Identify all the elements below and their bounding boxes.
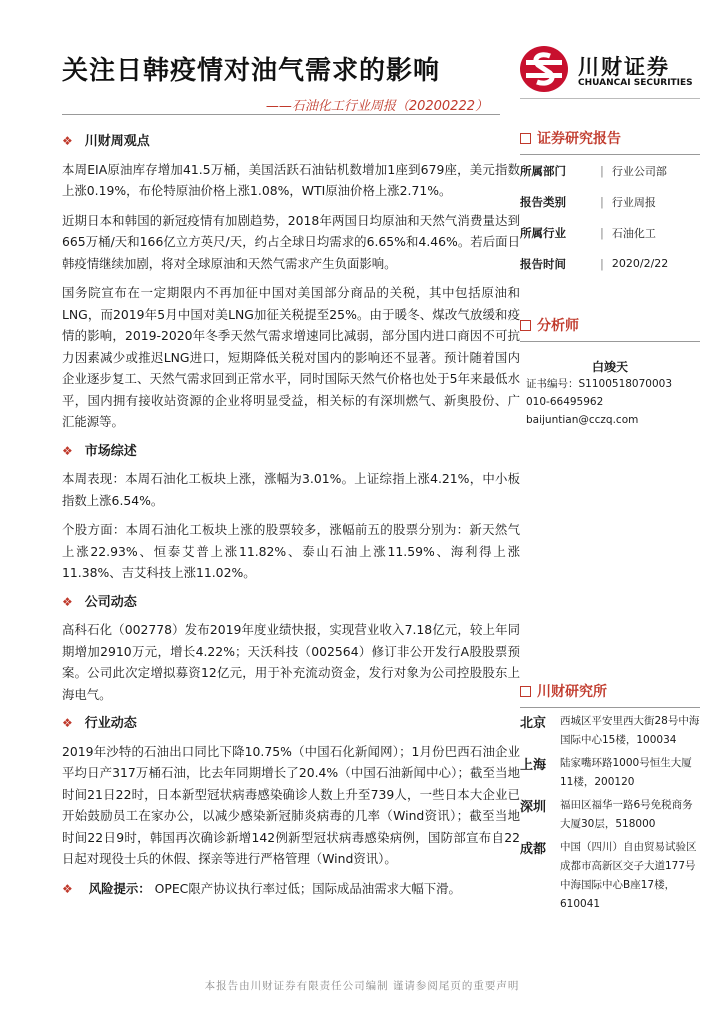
industry-paragraph: 2019年沙特的石油出口同比下降10.75%（中国石化新闻网）；1月份巴西石油企业平均日产317万桶石油，比去年同期增长了20.4%（中国石油新闻中心）；截至当地时间21日22时，日本新型冠状病毒感染确诊人数上升至739人，一些日本大企业已开始鼓励员工在家办公，以减少感染新冠肺炎病毒的几率（Wind资讯）；截至当地时间22日9时，韩国再次确诊新增142例新型冠状病毒感染病例，国防部宣布自22日起对现役士兵的休假、探亲等进行严格管理（Wind资讯）。 [62,743,520,866]
company-paragraph: 高科石化（002778）发布2019年度业绩快报，实现营业收入7.18亿元，较上年同期增加2910万元，增长4.22%；天沃科技（002564）修订非公开发行A股股票预案。公司此次定增拟募资12亿元，用于补充流动资金，发行对象为公司控股股东上海电气。 [62,622,520,702]
square-bullet-icon [520,686,531,697]
views-paragraph: 本周EIA原油库存增加41.5万桶，美国活跃石油钻机数增加1座到679座，美元指数上涨0.19%，布伦特原油价格上涨1.08%，WTI原油价格上涨2.71%。 [62,161,520,198]
info-row-date: 报告时间 | 2020/2/22 [520,256,669,271]
sidebar-divider [520,341,700,342]
logo-text-en: CHUANCAI SECURITIES [578,78,693,88]
analyst-heading: 分析师 [520,315,700,335]
location-beijing: 北京 西城区平安里西大街28号中海国际中心15楼，100034 [520,715,700,746]
diamond-bullet-icon: ❖ [62,716,73,730]
report-info-heading: 证券研究报告 [520,128,700,148]
location-chengdu: 成都 中国（四川）自由贸易试验区成都市高新区交子大道177号中海国际中心B座17楼，610041 [520,841,697,910]
section-company-heading: ❖ 公司动态 [62,592,520,614]
section-market-heading: ❖ 市场综述 [62,441,520,463]
diamond-bullet-icon: ❖ [62,443,73,458]
market-paragraph: 本周表现：本周石油化工板块上涨，涨幅为3.01%。上证综指上涨4.21%，中小板指数上涨6.54%。 [62,471,520,508]
page-title: 关注日韩疫情对油气需求的影响 [62,56,441,86]
info-row-industry: 所属行业 | 石油化工 [520,225,656,240]
square-bullet-icon [520,133,531,144]
analyst-email[interactable]: baijuntian@cczq.com [526,414,639,426]
analyst-cert: 证书编号：S1100518070003 [526,378,673,390]
location-shanghai: 上海 陆家嘴环路1000号恒生大厦11楼，200120 [520,757,692,788]
section-views-heading: ❖ 川财周观点 [62,131,520,153]
info-row-department: 所属部门 | 行业公司部 [520,163,667,178]
report-subtitle: ——石油化工行业周报（20200222） [265,99,488,114]
square-bullet-icon [520,320,531,331]
logo-text-cn: 川财证券 [578,55,670,79]
analyst-name: 白竣天 [591,360,628,374]
page-footer: 本报告由川财证券有限责任公司编制 谨请参阅尾页的重要声明 [204,980,520,992]
location-shenzhen: 深圳 福田区福华一路6号免税商务大厦30层，518000 [520,799,693,830]
risk-heading: 风险提示： [88,880,151,896]
views-paragraph: 近期日本和韩国的新冠疫情有加剧趋势，2018年两国日均原油和天然气消费量达到665万桶/天和166亿立方英尺/天，约占全球日均需求的6.65%和4.46%。若后面日韩疫情继续加剧，将对全球原油和天然气需求产生负面影响。 [62,212,520,271]
sidebar [520,128,700,914]
logo-divider [520,98,700,99]
diamond-bullet-icon: ❖ [62,594,73,609]
section-industry-heading: ❖ 行业动态 [62,713,520,735]
company-logo [520,46,700,92]
main-content [62,128,520,900]
sidebar-divider [520,707,700,708]
title-divider [62,114,500,115]
analyst-phone: 010-66495962 [526,396,604,408]
institute-heading: 川财研究所 [520,681,700,701]
info-row-category: 报告类别 | 行业周报 [520,194,656,209]
views-paragraph: 国务院宣布在一定期限内不再加征中国对美国部分商品的关税，其中包括原油和LNG，而2019年5月中国对美LNG加征关税提至25%。由于暖冬、煤改气放缓和疫情的影响，2019-2020年冬季天然气需求增速同比减弱，部分国内进口商因不可抗力因素减少或推迟LNG进口，短期降低关税对国内的影响还不显著。预计随着国内企业逐步复工、天然气需求回到正常水平，同时国际天然气价格也处于5年来最低水平，国内拥有接收站资源的企业将明显受益，相关标的有深圳燃气、新奥股份、广汇能源等。 [62,285,520,429]
diamond-bullet-icon: ❖ [62,134,73,148]
diamond-bullet-icon: ❖ [62,881,73,896]
logo-mark-icon [520,46,568,92]
market-paragraph: 个股方面：本周石油化工板块上涨的股票较多，涨幅前五的股票分别为：新天然气上涨22.93%、恒泰艾普上涨11.82%、泰山石油上涨11.59%、海利得上涨11.38%、吉艾科技上涨11.02%。 [62,522,520,580]
risk-text: OPEC限产协议执行率过低；国际成品油需求大幅下滑。 [154,880,461,896]
risk-warning [62,878,520,901]
